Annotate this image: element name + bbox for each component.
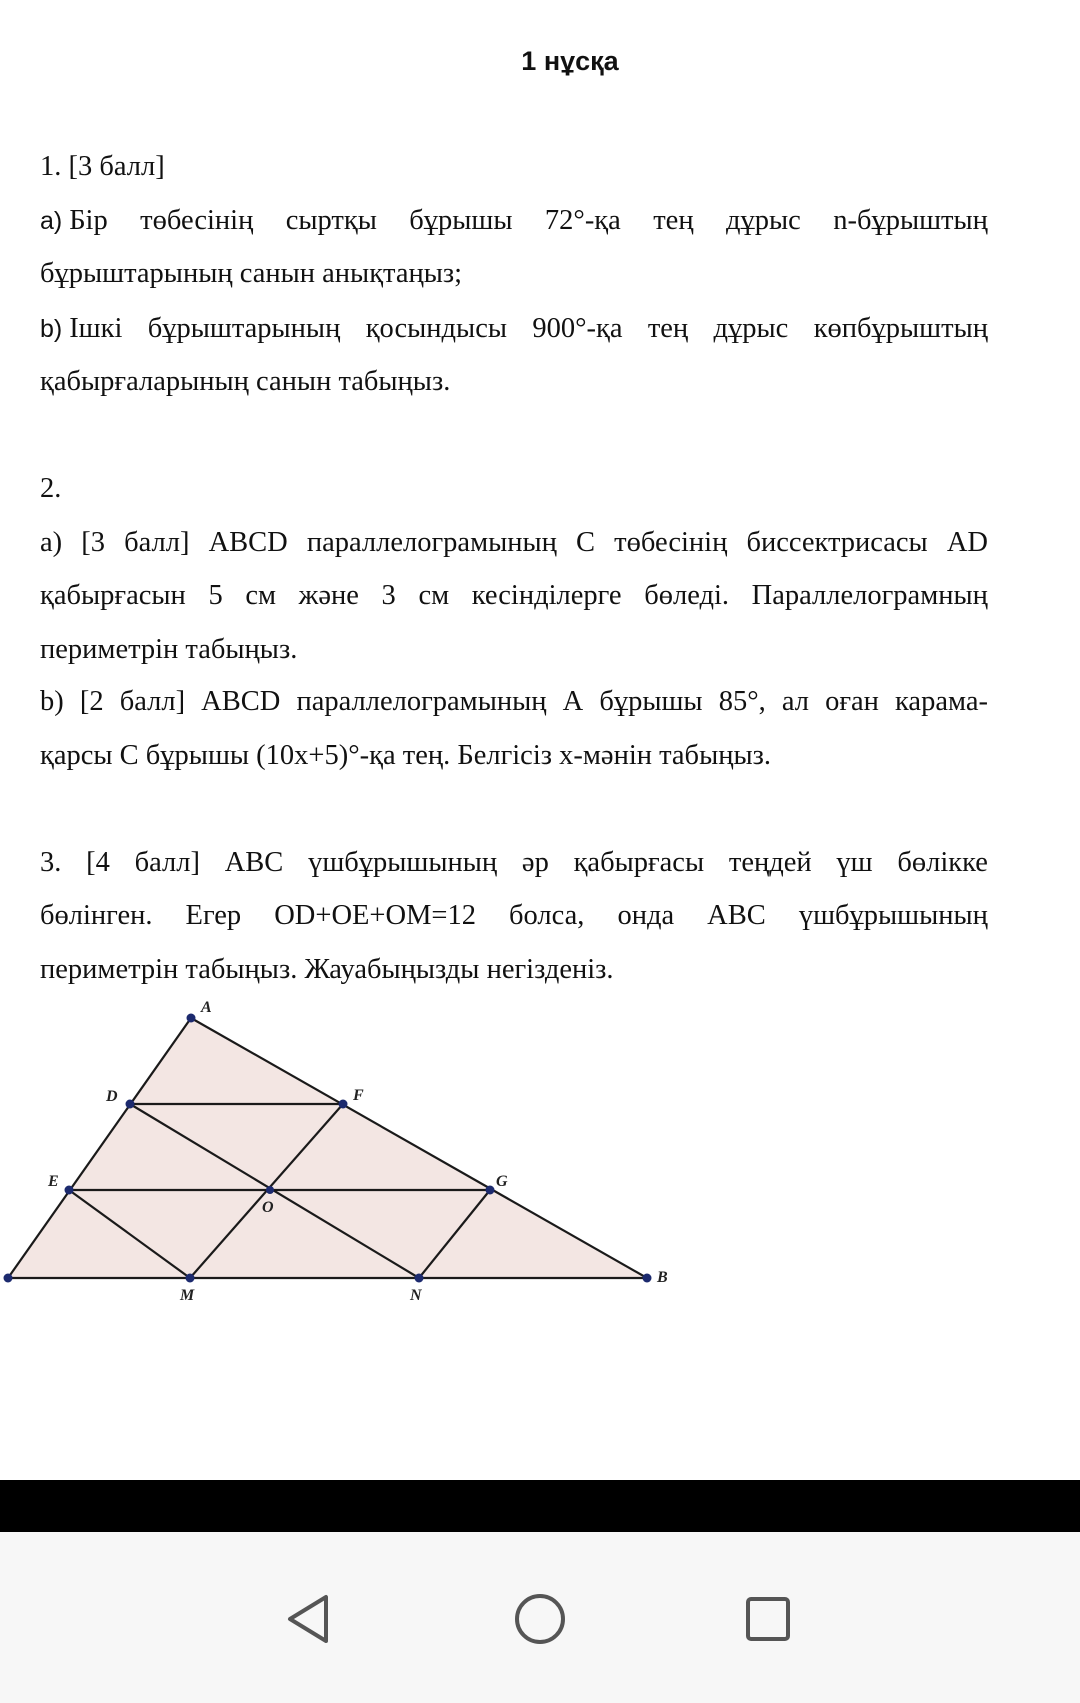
word: балл] [134,847,200,878]
word: сыртқы [285,205,377,236]
word: OD+OE+OM=12 [274,900,476,931]
word: үш [836,847,873,878]
word: 3 [381,580,396,611]
word: болса, [509,900,585,931]
label-b: B [657,1269,668,1286]
q1-b-line1 [40,311,988,347]
word: әр [521,847,549,878]
word: [3 [81,527,105,558]
point-m [186,1274,195,1283]
android-navigation-bar [0,1532,1080,1703]
q2-a-line3: периметрін табыңыз. [40,634,298,665]
label-d: D [106,1088,118,1105]
word: 72°-қа [544,205,621,236]
word: онда [617,900,675,931]
word: үшбұрышының [798,900,988,931]
word: тең [647,313,689,344]
word: қосындысы [365,313,507,344]
word: n-бұрыштың [833,205,988,236]
point-e [65,1186,74,1195]
word: a) [40,527,63,558]
point-n [415,1274,424,1283]
word: тең [653,205,694,236]
word: А [562,686,584,717]
page-title: 1 нұсқа [521,46,619,76]
label-f: F [353,1087,364,1104]
word: оған [825,686,879,717]
word: ал [781,686,809,717]
back-triangle-icon [278,1589,338,1649]
word: үшбұрышының [308,847,498,878]
label-m: M [180,1287,195,1304]
word: 900°-қа [532,313,623,344]
q3-line1 [40,845,988,881]
point-a [187,1014,196,1023]
word: ABC [707,900,766,931]
word: Параллелограмның [751,580,988,611]
word: параллелограмының [296,686,547,717]
word: бұрышы [599,686,703,717]
q1-header: 1. [3 балл] [40,151,165,182]
item-prefix: b) [40,315,70,343]
word: параллелограмының [306,527,557,558]
word: [2 [79,686,104,717]
recents-button[interactable] [733,1584,803,1654]
word: балл] [119,686,186,717]
word: b) Ішкі [40,313,123,344]
word: бұрышы [409,205,513,236]
word: см [418,580,450,611]
word: балл] [124,527,190,558]
word: 5 [208,580,223,611]
point-g [486,1186,495,1195]
word: [4 [86,847,110,878]
word: бұрыштарының [147,313,341,344]
q2-b-line2: қарсы С бұрышы (10х+5)°-қа тең. Белгісіз х-мәнін табыңыз. [40,740,771,771]
word: ABCD [208,527,288,558]
q3-line3: периметрін табыңыз. Жауабыңызды негізденіз. [40,954,614,985]
label-e: E [48,1173,59,1190]
word: дұрыс [725,205,801,236]
word: қабырғасын [40,580,186,611]
q2-header: 2. [40,473,62,504]
word: 85°, [718,686,766,717]
home-button[interactable] [505,1584,575,1654]
word: b) [40,686,64,717]
label-n: N [410,1287,422,1304]
word: төбесінің [614,527,728,558]
word: көпбұрыштың [813,313,988,344]
point-b [643,1274,652,1283]
word: AD [946,527,988,558]
word: биссектрисасы [746,527,928,558]
q2-a-line1 [40,525,988,561]
word: және [298,580,359,611]
recents-square-icon [738,1589,798,1649]
word: бөлікке [897,847,988,878]
label-o: O [262,1199,274,1216]
triangle-diagram [0,1000,700,1315]
word: бөледі. [644,580,730,611]
screen-separator-bar [0,1480,1080,1532]
q1-a-line2: бұрыштарының санын анықтаңыз; [40,258,463,289]
triangle-figure [0,1000,700,1315]
word: см [245,580,277,611]
word: Егер [185,900,242,931]
label-g: G [496,1173,508,1190]
q1-b-line2: қабырғаларының санын табыңыз. [40,366,451,397]
word: теңдей [728,847,812,878]
word: ABCD [201,686,281,717]
point-c [4,1274,13,1283]
back-button[interactable] [273,1584,343,1654]
item-prefix: a) [40,207,70,235]
triangle-abc-fill [8,1018,647,1278]
word: ABC [224,847,284,878]
word: бөлінген. [40,900,153,931]
label-a: A [201,1000,212,1016]
word: карама- [895,686,988,717]
home-circle-icon [510,1589,570,1649]
word: a) Бір [40,205,108,236]
q2-a-line2 [40,578,988,614]
point-o [266,1186,274,1194]
point-d [126,1100,135,1109]
q2-b-line1 [40,684,988,720]
q3-line2 [40,898,988,934]
word: қабырғасы [573,847,705,878]
word: С [576,527,596,558]
word: 3. [40,847,62,878]
word: төбесінің [140,205,254,236]
word: кесінділерге [471,580,622,611]
point-f [339,1100,348,1109]
word: дұрыс [713,313,789,344]
q1-a-line1 [40,203,988,239]
